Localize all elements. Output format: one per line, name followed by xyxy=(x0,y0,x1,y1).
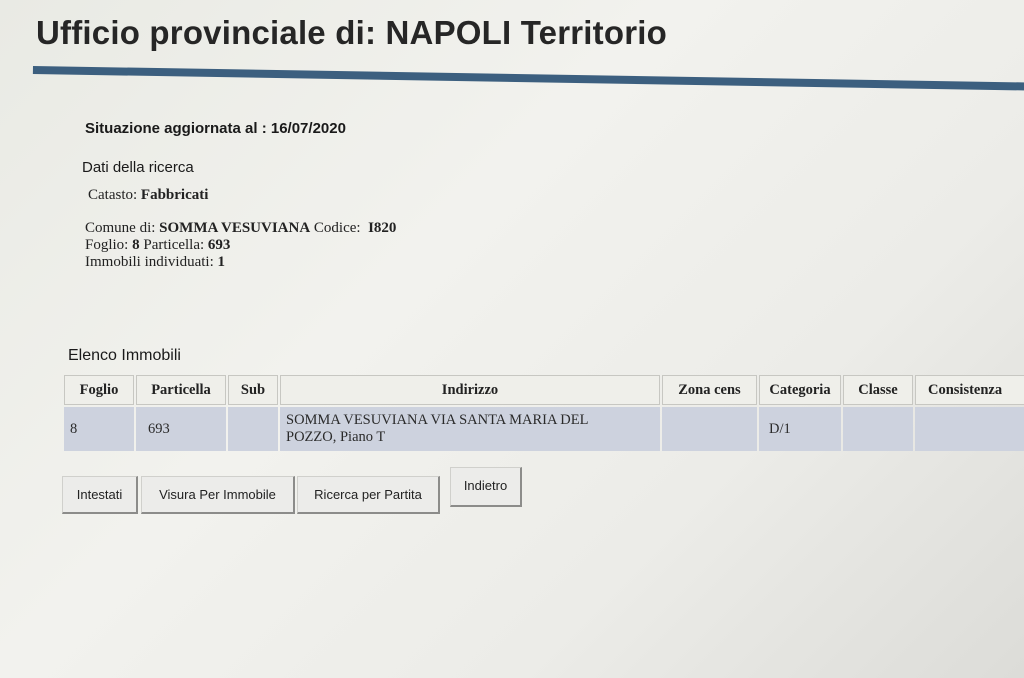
cell-particella: 693 xyxy=(136,407,226,451)
visura-per-immobile-button[interactable]: Visura Per Immobile xyxy=(141,476,295,514)
title-underline xyxy=(33,66,1024,91)
column-header-categoria: Categoria xyxy=(759,375,841,405)
foglio-label: Foglio: xyxy=(85,237,133,253)
comune-label: Comune di: xyxy=(85,220,160,236)
column-header-consistenza: Consistenza xyxy=(915,375,1024,405)
column-header-foglio: Foglio xyxy=(64,375,134,405)
column-header-indirizzo: Indirizzo xyxy=(280,375,660,405)
particella-label: Particella: xyxy=(139,237,208,253)
table-header-row xyxy=(64,375,1024,405)
update-label: Situazione aggiornata al : xyxy=(85,120,271,137)
column-header-classe: Classe xyxy=(843,375,913,405)
search-data-heading: Dati della ricerca xyxy=(82,159,194,176)
update-status xyxy=(85,120,346,137)
ricerca-per-partita-button[interactable]: Ricerca per Partita xyxy=(297,476,440,514)
codice-value: I820 xyxy=(368,220,397,236)
update-date: 16/07/2020 xyxy=(270,120,346,137)
cell-zona-cens xyxy=(662,407,757,451)
column-header-zona-cens: Zona cens xyxy=(662,375,757,405)
cell-sub xyxy=(228,407,278,451)
cell-indirizzo xyxy=(280,407,660,451)
property-table xyxy=(62,373,1024,453)
cell-consistenza xyxy=(915,407,1024,451)
table-row[interactable] xyxy=(64,407,1024,451)
indietro-button[interactable]: Indietro xyxy=(450,467,522,507)
cell-indirizzo-line2: POZZO, Piano T xyxy=(286,429,386,445)
cell-indirizzo-line1: SOMMA VESUVIANA VIA SANTA MARIA DEL xyxy=(286,412,589,428)
comune-line xyxy=(85,220,396,237)
foglio-line xyxy=(85,237,396,254)
particella-value: 693 xyxy=(207,237,231,253)
intestati-button[interactable]: Intestati xyxy=(62,476,138,514)
catasto-value: Fabbricati xyxy=(140,187,209,203)
cell-categoria: D/1 xyxy=(759,407,841,451)
comune-value: SOMMA VESUVIANA xyxy=(159,220,311,236)
immobili-value: 1 xyxy=(217,254,225,270)
column-header-sub: Sub xyxy=(228,375,278,405)
cell-foglio: 8 xyxy=(64,407,134,451)
immobili-line xyxy=(85,254,396,271)
page-title: Ufficio provinciale di: NAPOLI Territorio xyxy=(36,14,667,51)
foglio-value: 8 xyxy=(132,237,140,253)
codice-label: Codice: xyxy=(310,220,365,236)
catasto-line xyxy=(88,187,208,204)
column-header-particella: Particella xyxy=(136,375,226,405)
search-criteria xyxy=(85,220,396,271)
immobili-label: Immobili individuati: xyxy=(85,254,218,270)
property-list-title: Elenco Immobili xyxy=(68,347,181,364)
cell-classe xyxy=(843,407,913,451)
catasto-label: Catasto: xyxy=(88,187,141,203)
